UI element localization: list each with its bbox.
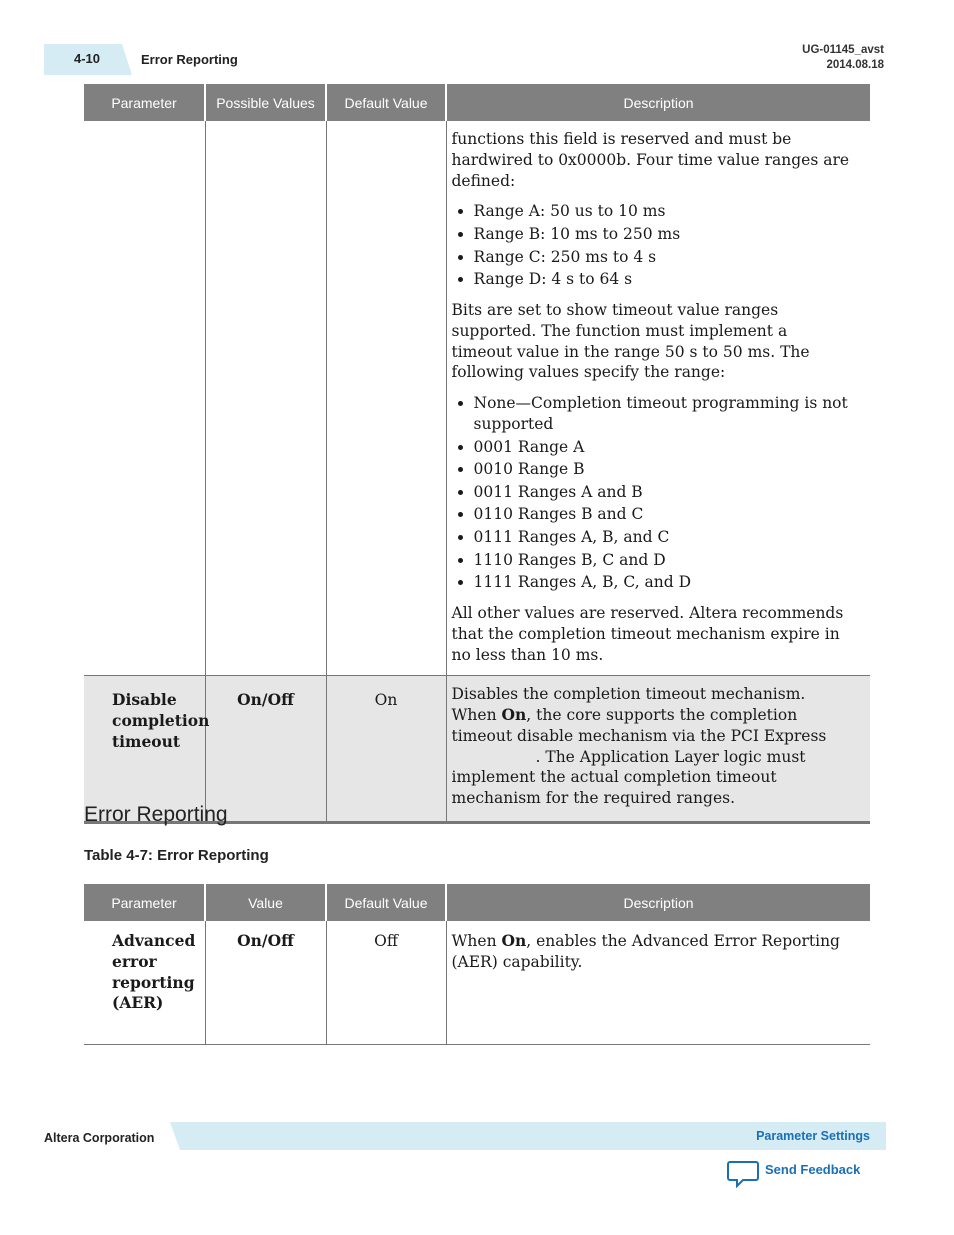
default-value-cell: On — [326, 676, 446, 823]
possible-values-cell — [205, 121, 326, 676]
description-bold: On — [501, 705, 527, 725]
table-row — [84, 921, 870, 1045]
send-feedback-label: Send Feedback — [765, 1162, 861, 1177]
column-header-value: Value — [205, 884, 326, 921]
description-outro: All other values are reserved. Altera recommends that the completion timeout mechanism expire in no less than 10 ms. — [451, 603, 844, 664]
footer-chapter-link[interactable]: Parameter Settings — [756, 1129, 870, 1143]
description-text: When — [451, 932, 502, 950]
page-number: 4-10 — [74, 51, 101, 66]
column-header-description: Description — [446, 84, 870, 121]
value-list — [452, 393, 851, 593]
list-item: • 0010 Range B — [474, 459, 851, 480]
parameter-cell: Disable completion timeout — [84, 676, 205, 823]
list-item: • Range D: 4 s to 64 s — [474, 269, 851, 290]
description-cell — [446, 676, 870, 823]
column-header-parameter: Parameter — [84, 884, 205, 921]
list-item: • 1111 Ranges A, B, C, and D — [474, 572, 851, 593]
feedback-bubble-icon — [727, 1160, 759, 1188]
list-item: • 0111 Ranges A, B, and C — [474, 527, 851, 548]
description-cell — [446, 921, 870, 1045]
list-item: • Range A: 50 us to 10 ms — [474, 201, 851, 222]
description-text: , enables the Advanced Error Reporting (AER) capability. — [451, 932, 840, 971]
parameter-cell — [84, 121, 205, 676]
section-heading: Error Reporting — [84, 803, 228, 826]
page-number-tab — [44, 44, 132, 75]
range-list — [452, 201, 851, 290]
default-value-cell: Off — [326, 921, 446, 1045]
list-item: • 1110 Ranges B, C and D — [474, 550, 851, 571]
list-item: • 0011 Ranges A and B — [474, 482, 851, 503]
send-feedback-button[interactable] — [727, 1158, 867, 1188]
error-reporting-table — [84, 884, 870, 1045]
table-caption: Table 4-7: Error Reporting — [84, 847, 269, 864]
document-code: UG-01145_avst — [802, 44, 884, 56]
column-header-default-value: Default Value — [326, 84, 446, 121]
document-date: 2014.08.18 — [826, 59, 884, 71]
table-row — [84, 121, 870, 676]
parameter-cell: Advanced error reporting (AER) — [84, 921, 205, 1045]
description-intro: functions this field is reserved and must be hardwired to 0x0000b. Four time value ranges are defined: — [451, 130, 850, 190]
list-item: • Range C: 250 ms to 4 s — [474, 247, 851, 268]
list-item: • 0110 Ranges B and C — [474, 504, 851, 525]
description-cell — [446, 121, 870, 676]
description-text: , the core supports the completion timeout disable mechanism via the PCI Express — [451, 706, 827, 745]
footer-company: Altera Corporation — [44, 1131, 155, 1145]
parameters-table-continued — [84, 84, 870, 824]
list-item: • None—Completion timeout programming is not supported — [474, 393, 851, 435]
running-header-title: Error Reporting — [141, 52, 238, 67]
list-item: • 0001 Range A — [474, 437, 851, 458]
default-value-cell — [326, 121, 446, 676]
column-header-description: Description — [446, 884, 870, 921]
description-text: . The Application Layer logic must implement the actual completion timeout mechanism for the required ranges. — [451, 747, 806, 808]
description-bold: On — [501, 931, 527, 950]
possible-values-cell: On/Off — [205, 676, 326, 823]
value-cell: On/Off — [205, 921, 326, 1045]
column-header-parameter: Parameter — [84, 84, 205, 121]
column-header-default-value: Default Value — [326, 884, 446, 921]
document-id — [802, 43, 884, 73]
list-item: • Range B: 10 ms to 250 ms — [474, 224, 851, 245]
column-header-possible-values: Possible Values — [205, 84, 326, 121]
description-middle: Bits are set to show timeout value ranges supported. The function must implement a timeout value in the range 50 s to 50 ms. The following values specify the range: — [451, 300, 810, 382]
table-row — [84, 676, 870, 823]
description-text: Disables the completion timeout mechanism. When — [451, 685, 806, 725]
